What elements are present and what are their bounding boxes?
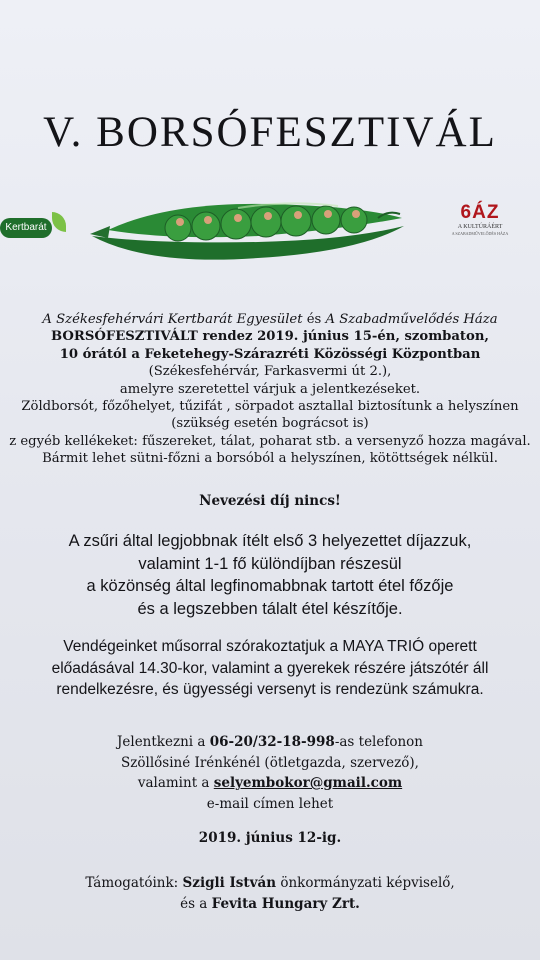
email-address: selyembokor@gmail.com [213, 775, 403, 791]
sponsors-paragraph [0, 873, 540, 914]
program-line: rendelkezésre, és ügyességi versenyt is rendezünk számukra. [56, 681, 484, 698]
organizer-paragraph [0, 311, 540, 468]
kertbarat-logo-text: Kertbarát [0, 218, 52, 238]
contact-email-line: valamint a selyembokor@gmail.com [137, 775, 403, 791]
phone-number: 06-20/32-18-998 [209, 734, 335, 750]
program-line: előadásával 14.30-kor, valamint a gyerekek részére játszótér áll [51, 659, 489, 677]
event-date-line: BORSÓFESZTIVÁLT rendez 2019. június 15-én, szombaton, [51, 329, 489, 345]
sponsor-line: és a Fevita Hungary Zrt. [180, 895, 360, 912]
pea-pod-illustration [88, 196, 408, 268]
sponsor-name: Szigli István [182, 875, 277, 891]
program-paragraph [0, 636, 540, 701]
prizes-line: A zsűri által legjobbnak ítélt első 3 helyezettet díjazzuk, [68, 532, 472, 550]
prizes-paragraph [0, 530, 540, 620]
contact-paragraph [0, 732, 540, 814]
prizes-line: valamint 1-1 fő különdíjban részesül [138, 554, 402, 573]
provided-items-line: Zöldborsót, főzőhelyet, tűzifát , sörpadot asztallal biztosítunk a helyszínen [21, 399, 519, 415]
organizer-name: A Szabadművelődés Háza [325, 312, 498, 327]
entry-fee-note: Nevezési díj nincs! [199, 493, 341, 509]
program-line: Vendégeinket műsorral szórakoztatjuk a MAYA TRIÓ operett [63, 638, 477, 655]
contact-phone-line: Jelentkezni a 06-20/32-18-998-as telefonon [116, 734, 424, 750]
haz-logo-name: 6ÁZ [460, 202, 500, 223]
haz-logo-subtitle: A KULTÚRÁÉRT [457, 224, 503, 230]
poster-title: V. BORSÓFESZTIVÁL [43, 109, 497, 156]
registration-deadline: 2019. június 12-ig. [198, 830, 342, 846]
event-venue-line: 10 órától a Feketehegy-Szárazréti Közösségi Központban [59, 346, 481, 362]
haz-logo-caption: A SZABADMŰVELŐDÉS HÁZA [451, 231, 509, 236]
organizer-line: A Székesfehérvári Kertbarát Egyesület és A Szabadművelődés Háza [42, 312, 498, 327]
contact-email-suffix: e-mail címen lehet [206, 795, 334, 812]
contact-person-line: Szöllősiné Irénkénél (ötletgazda, szervező), [121, 754, 419, 771]
cooking-rules-line: Bármit lehet sütni-főzni a borsóból a helyszínen, kötöttségek nélkül. [42, 451, 498, 467]
event-address-line: (Székesfehérvár, Farkasvermi út 2.), [148, 364, 392, 380]
invitation-line: amelyre szeretettel várjuk a jelentkezéseket. [119, 381, 421, 397]
leaf-icon [52, 212, 66, 232]
sponsor-line: Támogatóink: Szigli István önkormányzati képviselő, [85, 875, 455, 891]
sponsor-name: Fevita Hungary Zrt. [211, 895, 360, 912]
organizer-name: Székesfehérvári Kertbarát Egyesület [56, 312, 303, 327]
bring-items-line: z egyéb kellékeket: fűszereket, tálat, poharat stb. a versenyző hozza magával. [9, 433, 531, 449]
prizes-line: és a legszebben tálalt étel készítője. [137, 599, 403, 618]
provided-items-note: (szükség esetén bográcsot is) [171, 416, 369, 432]
haz-logo [440, 203, 520, 251]
kertbarat-logo [0, 212, 68, 242]
prizes-line: a közönség által legfinomabbnak tartott étel főzője [86, 577, 454, 595]
